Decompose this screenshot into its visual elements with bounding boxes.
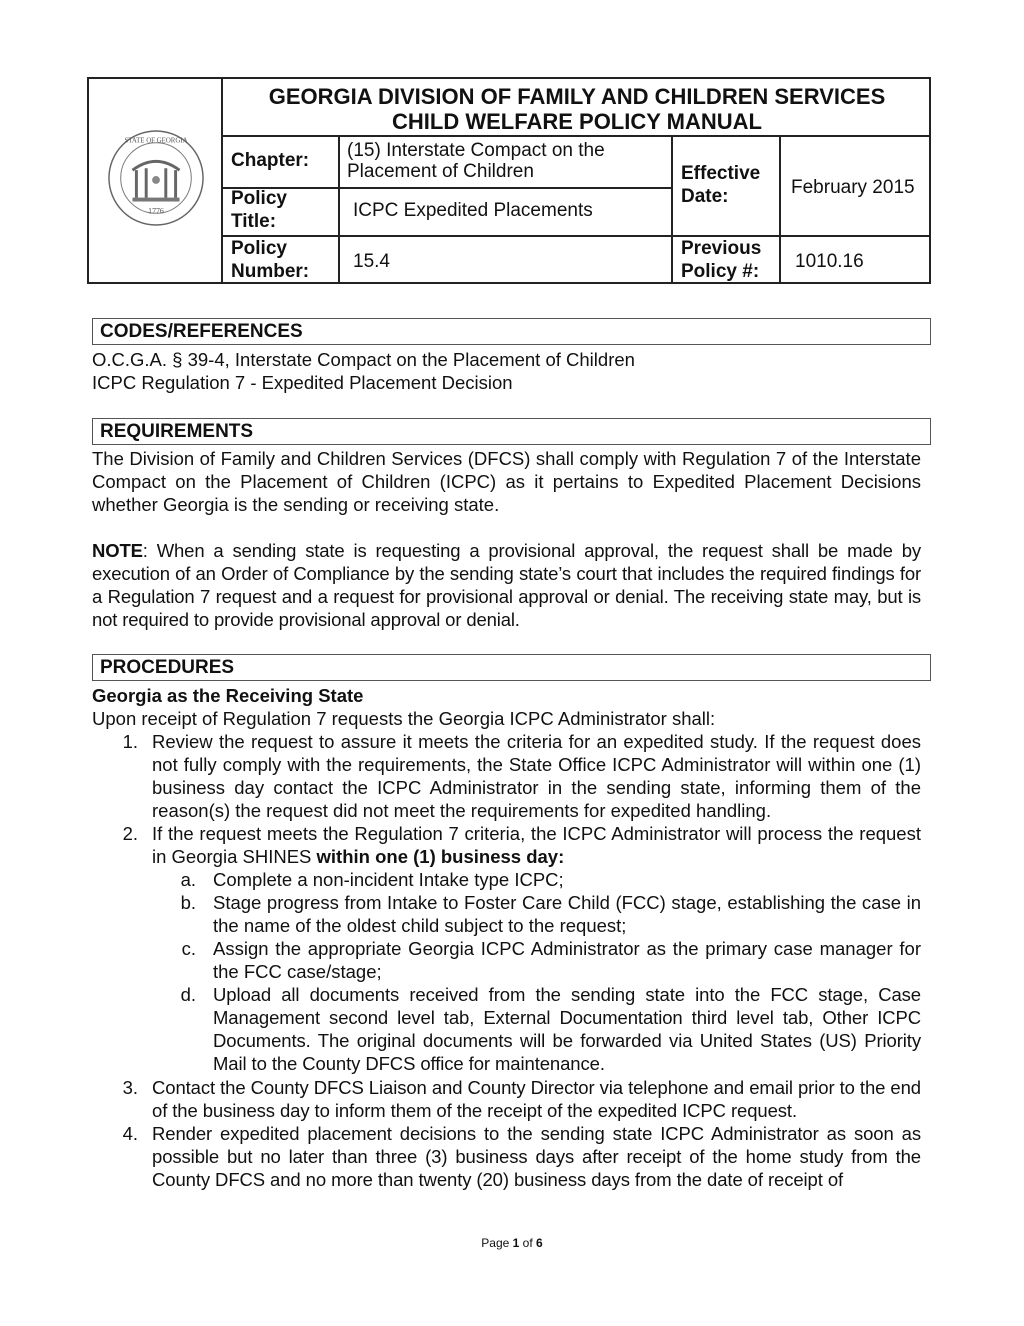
list-item-number: 3. (122, 1077, 138, 1098)
list-item-number: 4. (122, 1123, 138, 1144)
chapter-value: (15) Interstate Compact on the Placement of Children (347, 140, 605, 182)
page-footer (0, 1236, 1024, 1250)
list-item (152, 822, 921, 868)
sub-item-letter: c. (181, 938, 196, 959)
policy-title-label: Policy Title: (231, 188, 287, 232)
manual-title-line2: CHILD WELFARE POLICY MANUAL (392, 109, 762, 134)
effective-date-label: Effective Date: (681, 163, 761, 207)
seal-outer-text: STATE OF GEORGIA (124, 137, 188, 145)
list-item: Review the request to assure it meets the criteria for an expedited study. If the request does not fully comply with the requirements, the State Office ICPC Administrator will within one (1) business day contact the ICPC Administrator in the sending state, informing them of the reason(s) the request did not meet the requirements for expedited handling. (152, 731, 921, 821)
sub-item-letter: b. (180, 892, 196, 913)
requirements-heading: REQUIREMENTS (92, 418, 931, 445)
page-number: 1 (512, 1236, 520, 1250)
page-total: 6 (536, 1236, 543, 1250)
note-label: NOTE (92, 540, 143, 561)
procedures-intro: Upon receipt of Regulation 7 requests the Georgia ICPC Administrator shall: (92, 708, 716, 729)
code-reference-line: ICPC Regulation 7 - Expedited Placement Decision (92, 372, 513, 393)
list-item: Render expedited placement decisions to the sending state ICPC Administrator as soon as possible but no later than three (3) business days after receipt of the home study from the County DFCS and no more than twenty (20) business days from the date of receipt of (152, 1123, 921, 1190)
chapter-label: Chapter: (231, 150, 310, 171)
sub-item: Stage progress from Intake to Foster Care Child (FCC) stage, establishing the case in the name of the oldest child subject to the request; (213, 892, 921, 936)
list-item-bold-text: within one (1) business day: (316, 846, 565, 867)
of-word: of (522, 1236, 533, 1250)
requirements-paragraph: The Division of Family and Children Services (DFCS) shall comply with Regulation 7 of the Interstate Compact on the Placement of Children (ICPC) as it pertains to Expedited Placement Decisions whether Georgia is the sending or receiving state. (92, 448, 921, 515)
requirements-note (92, 539, 921, 631)
header-table (87, 77, 931, 284)
sub-item: Upload all documents received from the sending state into the FCC stage, Case Management second level tab, External Documentation third level tab, Other ICPC Documents. The original documents will be forwarded via United States (US) Priority Mail to the County DFCS office for maintenance. (213, 984, 921, 1074)
sub-item: Assign the appropriate Georgia ICPC Administrator as the primary case manager for the FCC case/stage; (213, 938, 921, 982)
policy-number-value: 15.4 (353, 251, 390, 272)
sub-item: Complete a non-incident Intake type ICPC; (213, 869, 564, 890)
list-item-text: If the request meets the Regulation 7 criteria, the ICPC Administrator will process the request in Georgia SHINES (152, 823, 921, 867)
note-text: : When a sending state is requesting a provisional approval, the request shall be made by execution of an Order of Compliance by the sending state’s court that includes the required findings for a Regulation 7 request and a request for provisional approval or denial. The receiving state may, but is not required to provide provisional approval or denial. (92, 540, 921, 630)
sub-item-letter: d. (180, 984, 196, 1005)
previous-policy-label: Previous Policy #: (681, 238, 762, 282)
code-reference-line: O.C.G.A. § 39-4, Interstate Compact on the Placement of Children (92, 349, 635, 370)
previous-policy-value: 1010.16 (795, 251, 864, 272)
effective-date-value: February 2015 (791, 177, 915, 198)
manual-title-line1: GEORGIA DIVISION OF FAMILY AND CHILDREN SERVICES (268, 84, 886, 109)
policy-number-label: Policy Number: (231, 238, 310, 282)
codes-references-heading: CODES/REFERENCES (92, 318, 931, 345)
page-word: Page (481, 1236, 510, 1250)
procedures-subheading: Georgia as the Receiving State (92, 685, 364, 706)
policy-title-value: ICPC Expedited Placements (353, 200, 593, 221)
list-item: Contact the County DFCS Liaison and County Director via telephone and email prior to the end of the business day to inform them of the receipt of the expedited ICPC request. (152, 1077, 921, 1121)
list-item-number: 1. (122, 731, 138, 752)
procedures-heading: PROCEDURES (92, 654, 931, 681)
georgia-state-seal-icon (107, 129, 205, 227)
seal-year: 1776 (148, 206, 164, 216)
sub-item-letter: a. (180, 869, 196, 890)
list-item-number: 2. (122, 823, 138, 844)
